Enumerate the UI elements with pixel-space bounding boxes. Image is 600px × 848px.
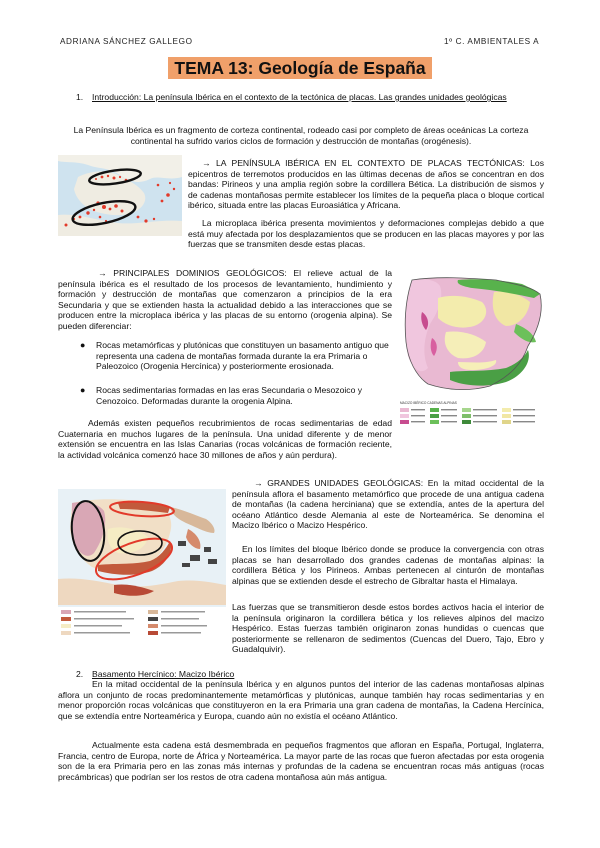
section-1-number: 1. (76, 92, 84, 102)
plates-paragraph-2: La microplaca ibérica presenta movimientos y deformaciones complejas debido a que está muy afectada por los desplazamientos que se producen en las placas mayores y por las fuerzas que se transmiten desde estas placas. (188, 218, 544, 250)
section-2-paragraph-1: En la mitad occidental de la península Ibérica y en algunos puntos del interior de las cadenas montañosas alpinas aflora un conjunto de rocas predominantemente metamórficas y plutónicas, aunque también hay rocas sedimentarias y en menor proporción rocas volcánicas que constituyeron en la era Primaria una gran cadena de montañas, la Cadena Hercínica, que se extendía entre Norteamérica y Europa, cuando aún no existía el océano Atlántico. (58, 679, 544, 721)
section-2-heading (76, 669, 546, 680)
geologic-map-figure (398, 272, 548, 428)
tectonic-units-figure (58, 489, 226, 641)
course-label: 1º C. AMBIENTALES A (444, 37, 540, 46)
canarias-paragraph: Además existen pequeños recubrimientos de rocas sedimentarias de edad Cuaternaria en muchos lugares de la península. Una unidad diferente y de menor extensión se encuentra en las Islas Canarias (rocas volcánicas de formación reciente, la actividad volcánica comenzó hace 30 millones de años y aún perdura). (58, 418, 392, 460)
intro-paragraph: La Península Ibérica es un fragmento de corteza continental, rodeado casi por completo de áreas oceánicas La corteza continental ha sufrido varios ciclos de formación y destrucción de montañas (orogénesis). (73, 125, 529, 146)
plates-paragraph-1: → LA PENÍNSULA IBÉRICA EN EL CONTEXTO DE PLACAS TECTÓNICAS: Los epicentros de terremotos producidos en las últimas decenas de años se concentran en dos bandas: Pirineos y una amplia región sobre la cordillera Bética. La distribución de sismos y de cadenas montañosas permite establecer los límites de la pequeña placa o bloque cortical ibérico, situada entre las placas Euroasiática y Africana. (188, 158, 544, 211)
bullet-sedimentary (80, 385, 392, 406)
units-paragraph-1: → GRANDES UNIDADES GEOLÓGICAS: En la mitad occidental de la península aflora el basamento metamórfico que procede de una antigua cadena de montañas (la cadena herciniana) que se extendía, antes de la apertura del océano Atlántico desde Alemania al este de Norteamérica. Se denomina el Macizo Ibérico o Macizo Hespérico. (232, 478, 544, 531)
page-title: TEMA 13: Geología de España (168, 57, 432, 79)
author-name: ADRIANA SÁNCHEZ GALLEGO (60, 37, 193, 46)
section-2-paragraph-2: Actualmente esta cadena está desmembrada en pequeños fragmentos que afloran en España, Portugal, Inglaterra, Francia, centro de Europa, norte de África y Norteamérica. La mayor parte de las rocas que fueron afectadas por esta orogenia son de la era Primaria pero en las zonas más internas y profundas de la cadena se encuentran rocas más antiguas (rocas precámbricas) que podrían ser los restos de otra cadena montañosa aún más antigua. (58, 740, 544, 782)
earthquake-map-figure (58, 155, 182, 236)
bullet-sedimentary-text: Rocas sedimentarias formadas en las eras Secundaria o Mesozoico y Cenozoico. Deformadas durante la orogenia Alpina. (96, 385, 363, 406)
bullet-dot: ● (80, 385, 86, 395)
section-1-title: Introducción: La península Ibérica en el contexto de la tectónica de placas. Las grandes unidades geológicas (92, 92, 507, 102)
bullet-dot: ● (80, 340, 86, 350)
section-2-title: Basamento Hercínico: Macizo Ibérico (92, 669, 235, 679)
section-1-heading (76, 92, 546, 103)
tectonic-units-map (58, 489, 226, 641)
bullet-metamorphic-text: Rocas metamórficas y plutónicas que constituyen un basamento antiguo que representa una cadena de montañas formada durante la era Primaria o Paleozoico (Orogenia Hercínica) y posteriormente erosionada. (96, 340, 389, 372)
forces-paragraph: Las fuerzas que se transmitieron desde estos bordes activos hacia el interior de la península originaron la cordillera bética y los relieves alpinos del macizo Hespérico. Estas fuerzas también originaron zonas hundidas o cuencas que posteriormente se rellenaron de sedimentos (Cuencas del Duero, Tajo, Ebro y Guadalquivir). (232, 602, 544, 655)
bullet-metamorphic (80, 340, 392, 372)
domains-paragraph: → PRINCIPALES DOMINIOS GEOLÓGICOS: El relieve actual de la península ibérica es el resultado de los procesos de levantamiento, hundimiento y formación y destrucción de montañas que comenzaron a principios de la era Secundaria y que se extienden hasta la actualidad debido a las interacciones que se producen entre la microplaca ibérica y las placas de su entorno (orogenia alpina). Se pueden diferenciar: (58, 268, 392, 331)
geologic-map (398, 272, 548, 428)
map-legend-heading: MACIZO IBÉRICO CADENAS ALPINAS (400, 401, 457, 405)
earthquake-map (58, 155, 182, 236)
section-2-number: 2. (76, 669, 84, 679)
units-paragraph-2: En los límites del bloque Ibérico donde se produce la convergencia con otras placas se han desarrollado dos grandes cadenas de montañas alpinas: la cordillera Bética y los Pirineos. Ambas pertenecen al cinturón de montañas alpinas que se extienden desde el estrecho de Gibraltar hasta el Himalaya. (232, 544, 544, 586)
